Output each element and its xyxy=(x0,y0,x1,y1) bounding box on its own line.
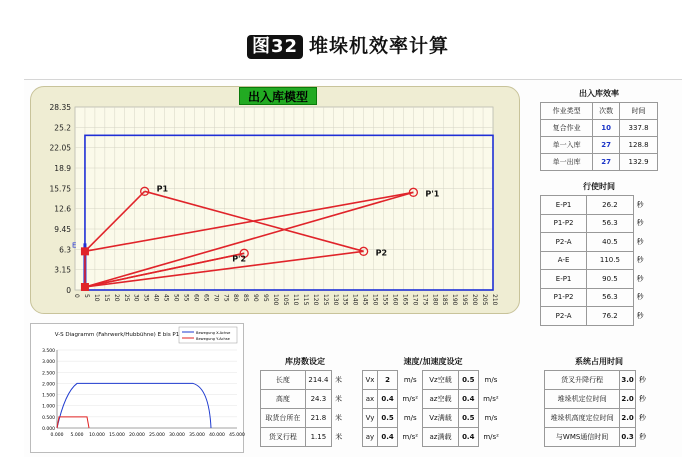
x-tick-label: 140 xyxy=(351,294,359,306)
vs-legend-text: Bewegung X-Achse xyxy=(196,331,231,335)
vs-x-tick: 0.000 xyxy=(50,433,64,438)
x-tick-label: 65 xyxy=(202,294,210,302)
setting-name: 高度 xyxy=(261,390,306,409)
x-tick-label: 85 xyxy=(242,294,250,302)
table-row xyxy=(541,307,658,326)
x-tick-label: 70 xyxy=(212,294,220,302)
x-tick-label: 45 xyxy=(162,294,170,302)
efficiency-time: 337.8 xyxy=(620,120,658,137)
table-row xyxy=(261,428,346,447)
travel-unit: 秒 xyxy=(636,274,644,283)
travel-value: 110.5 xyxy=(587,251,634,270)
x-tick-label: 170 xyxy=(411,294,419,306)
setting-value: 21.8 xyxy=(305,409,331,428)
param-label: Vz满载 xyxy=(423,409,458,428)
param-value: 2 xyxy=(377,371,397,390)
system-item: 货叉升降行程 xyxy=(545,371,620,390)
warehouse-settings-panel xyxy=(260,356,350,447)
x-tick-label: 0 xyxy=(73,294,80,298)
system-unit: 秒 xyxy=(639,414,646,422)
travel-value: 90.5 xyxy=(587,270,634,289)
table-row xyxy=(261,409,346,428)
system-unit: 秒 xyxy=(639,433,647,441)
x-tick-label: 95 xyxy=(262,294,270,302)
setting-unit: 米 xyxy=(335,414,342,422)
travel-unit: 秒 xyxy=(636,200,644,209)
x-tick-label: 195 xyxy=(461,294,469,306)
system-time-title: 系统占用时间 xyxy=(575,357,623,366)
y-tick-label: 3.15 xyxy=(54,265,71,275)
setting-unit: 米 xyxy=(335,395,342,403)
x-tick-label: 185 xyxy=(441,294,449,306)
figure-number-badge: 图32 xyxy=(247,35,303,59)
param-unit: m/s² xyxy=(402,433,419,441)
x-tick-label: 175 xyxy=(421,294,429,306)
vs-y-tick: 1.000 xyxy=(42,404,55,410)
setting-unit: 米 xyxy=(335,376,342,384)
param-value: 0.4 xyxy=(377,390,397,409)
system-value: 0.3 xyxy=(620,428,636,447)
table-row xyxy=(541,288,658,307)
vs-y-tick: 0.500 xyxy=(42,415,55,421)
table-row xyxy=(261,390,346,409)
vs-title: V-S Diagramm (Fahrwerk/Hubbühne) E bis P1 xyxy=(54,332,180,338)
setting-value: 24.3 xyxy=(305,390,331,409)
setting-value: 214.4 xyxy=(305,371,331,390)
param-label: az满载 xyxy=(423,428,458,447)
table-row xyxy=(545,390,650,409)
travel-value: 56.3 xyxy=(587,214,634,233)
travel-unit: 秒 xyxy=(636,237,644,246)
speed-accel-title: 速度/加速度设定 xyxy=(403,357,463,366)
param-unit: m/s xyxy=(403,414,417,422)
travel-unit: 秒 xyxy=(636,311,644,320)
efficiency-count: 27 xyxy=(593,154,620,171)
param-value: 0.5 xyxy=(458,409,478,428)
efficiency-header: 次数 xyxy=(593,103,620,120)
x-tick-label: 125 xyxy=(321,294,329,306)
x-tick-label: 145 xyxy=(361,294,369,306)
x-tick-label: 150 xyxy=(371,294,379,306)
x-tick-label: 15 xyxy=(102,294,110,302)
screenshot-area xyxy=(24,79,682,457)
x-tick-label: 75 xyxy=(222,294,230,302)
x-tick-label: 100 xyxy=(272,294,280,306)
travel-unit: 秒 xyxy=(636,219,644,228)
param-label: Vy xyxy=(363,409,378,428)
vs-x-tick: 15.000 xyxy=(109,433,125,438)
param-value: 0.5 xyxy=(377,409,397,428)
table-row xyxy=(363,409,504,428)
figure-title xyxy=(0,34,696,59)
vs-x-tick: 45.000 xyxy=(229,433,245,438)
table-row xyxy=(541,154,658,171)
system-value: 2.0 xyxy=(620,409,636,428)
vs-curve-y xyxy=(57,417,89,428)
setting-value: 1.15 xyxy=(305,428,331,447)
system-item: 与WMS通信时间 xyxy=(545,428,620,447)
y-tick-label: 0 xyxy=(66,286,71,295)
travel-segment: A-E xyxy=(541,251,587,270)
y-tick-label: 25.2 xyxy=(54,123,71,133)
travel-segment: E-P1 xyxy=(541,196,587,215)
travel-segment: P2-A xyxy=(541,233,587,252)
table-row xyxy=(541,196,658,215)
system-item: 堆垛机高度定位时间 xyxy=(545,409,620,428)
efficiency-time: 128.8 xyxy=(620,137,658,154)
station-a-marker xyxy=(81,283,89,291)
efficiency-header: 时间 xyxy=(620,103,658,120)
x-tick-label: 160 xyxy=(391,294,399,306)
x-tick-label: 155 xyxy=(381,294,389,306)
table-row xyxy=(541,137,658,154)
efficiency-count: 10 xyxy=(593,120,620,137)
route-chart-panel xyxy=(30,86,520,314)
x-tick-label: 55 xyxy=(182,294,190,302)
x-tick-label: 165 xyxy=(401,294,409,306)
param-unit: m/s xyxy=(484,376,498,384)
param-value: 0.4 xyxy=(377,428,397,447)
vs-legend-text: Bewegung Y-Achse xyxy=(196,337,230,341)
vs-y-tick: 3.000 xyxy=(42,360,55,366)
station-e-marker xyxy=(81,247,89,255)
param-label: ax xyxy=(363,390,378,409)
vs-y-tick: 0.000 xyxy=(42,427,55,432)
table-row xyxy=(541,214,658,233)
travel-value: 56.3 xyxy=(587,288,634,307)
x-tick-label: 90 xyxy=(252,294,260,302)
system-value: 3.0 xyxy=(620,371,636,390)
efficiency-type: 复合作业 xyxy=(541,120,593,137)
setting-name: 货叉行程 xyxy=(261,428,306,447)
efficiency-time: 132.9 xyxy=(620,154,658,171)
route-point-label: P2 xyxy=(375,248,388,258)
vs-diagram xyxy=(31,324,243,452)
efficiency-header: 作业类型 xyxy=(541,103,593,120)
param-unit: m/s² xyxy=(483,433,499,441)
x-tick-label: 210 xyxy=(491,294,498,306)
x-tick-label: 105 xyxy=(282,294,289,306)
y-tick-label: 9.45 xyxy=(54,225,71,234)
route-point-label: P1 xyxy=(156,184,169,194)
table-row xyxy=(541,270,658,289)
travel-value: 40.5 xyxy=(587,233,634,252)
param-label: az空载 xyxy=(423,390,458,409)
x-tick-label: 35 xyxy=(142,294,150,302)
x-tick-label: 60 xyxy=(192,294,200,302)
travel-time-panel xyxy=(540,181,658,326)
x-tick-label: 115 xyxy=(301,294,309,306)
travel-unit: 秒 xyxy=(636,293,644,302)
vs-x-tick: 5.000 xyxy=(70,433,84,438)
travel-unit: 秒 xyxy=(636,256,644,265)
chart-title-badge: 出入库模型 xyxy=(239,87,317,105)
x-tick-label: 40 xyxy=(152,294,160,302)
x-tick-label: 205 xyxy=(481,294,489,306)
param-unit: m/s xyxy=(403,376,417,384)
vs-y-tick: 3.500 xyxy=(42,349,55,354)
vs-x-tick: 30.000 xyxy=(169,433,185,438)
table-row xyxy=(541,233,658,252)
table-row xyxy=(363,428,504,447)
table-row xyxy=(545,409,650,428)
y-tick-label: 18.9 xyxy=(54,164,71,173)
route-point-label: P'1 xyxy=(425,189,440,199)
table-row xyxy=(541,120,658,137)
travel-segment: P1-P2 xyxy=(541,288,587,307)
x-tick-label: 25 xyxy=(122,294,130,302)
vs-x-tick: 25.000 xyxy=(149,433,165,438)
warehouse-settings-title: 库房数设定 xyxy=(285,357,325,366)
warehouse-settings-table xyxy=(260,370,346,447)
param-value: 0.4 xyxy=(458,390,478,409)
param-label: Vx xyxy=(363,371,378,390)
travel-value: 26.2 xyxy=(587,196,634,215)
system-unit: 秒 xyxy=(639,395,646,403)
efficiency-table xyxy=(540,102,658,171)
system-time-panel xyxy=(544,356,654,447)
efficiency-title: 出入库效率 xyxy=(579,89,619,98)
setting-name: 长度 xyxy=(261,371,306,390)
system-item: 堆垛机定位时间 xyxy=(545,390,620,409)
x-tick-label: 5 xyxy=(82,294,90,298)
speed-accel-panel xyxy=(362,356,504,447)
param-label: ay xyxy=(363,428,378,447)
travel-segment: P1-P2 xyxy=(541,214,587,233)
travel-time-table xyxy=(540,195,658,326)
route-point-label: P'2 xyxy=(232,254,247,264)
table-row xyxy=(261,371,346,390)
x-tick-label: 110 xyxy=(291,294,299,306)
system-value: 2.0 xyxy=(620,390,636,409)
y-tick-label: 6.3 xyxy=(59,245,71,255)
param-value: 0.4 xyxy=(458,428,478,447)
y-tick-label: 28.35 xyxy=(49,103,71,112)
vs-y-tick: 2.500 xyxy=(42,371,55,377)
vs-x-tick: 20.000 xyxy=(129,433,145,438)
efficiency-count: 27 xyxy=(593,137,620,154)
vs-x-tick: 35.000 xyxy=(189,433,205,438)
table-row xyxy=(363,390,504,409)
efficiency-panel xyxy=(540,88,658,171)
param-value: 0.5 xyxy=(458,371,478,390)
table-row xyxy=(545,371,650,390)
travel-time-title: 行使时间 xyxy=(583,182,615,191)
y-tick-label: 12.6 xyxy=(54,204,71,214)
station-e-label: E xyxy=(71,241,77,250)
system-time-table xyxy=(544,370,650,447)
efficiency-type: 单一出库 xyxy=(541,154,593,171)
travel-segment: E-P1 xyxy=(541,270,587,289)
x-tick-label: 120 xyxy=(311,294,319,306)
vs-x-tick: 40.000 xyxy=(209,433,225,438)
figure-caption: 堆垛机效率计算 xyxy=(309,35,450,57)
system-unit: 秒 xyxy=(639,376,646,384)
x-tick-label: 190 xyxy=(451,294,459,306)
setting-name: 取货台所在 xyxy=(261,409,306,428)
x-tick-label: 130 xyxy=(331,294,339,306)
travel-value: 76.2 xyxy=(587,307,634,326)
param-unit: m/s² xyxy=(483,395,499,403)
param-unit: m/s xyxy=(484,414,498,422)
x-tick-label: 30 xyxy=(132,294,140,302)
x-tick-label: 80 xyxy=(232,294,240,302)
travel-segment: P2-A xyxy=(541,307,587,326)
vs-x-tick: 10.000 xyxy=(89,433,105,438)
x-tick-label: 180 xyxy=(431,294,439,306)
table-row xyxy=(545,428,650,447)
speed-accel-table xyxy=(362,370,504,447)
x-tick-label: 20 xyxy=(112,294,120,302)
table-row xyxy=(363,371,504,390)
efficiency-type: 单一入库 xyxy=(541,137,593,154)
setting-unit: 米 xyxy=(335,433,343,441)
x-tick-label: 135 xyxy=(341,294,349,306)
table-row xyxy=(541,251,658,270)
x-tick-label: 10 xyxy=(92,294,100,302)
param-label: Vz空载 xyxy=(423,371,458,390)
vs-y-tick: 1.500 xyxy=(42,393,55,399)
y-tick-label: 22.05 xyxy=(49,143,71,153)
x-tick-label: 200 xyxy=(471,294,479,306)
route-chart xyxy=(31,87,521,315)
x-tick-label: 50 xyxy=(172,294,180,302)
vs-diagram-panel xyxy=(30,323,244,453)
y-tick-label: 15.75 xyxy=(49,184,71,194)
vs-y-tick: 2.000 xyxy=(42,382,55,388)
param-unit: m/s² xyxy=(402,395,419,403)
